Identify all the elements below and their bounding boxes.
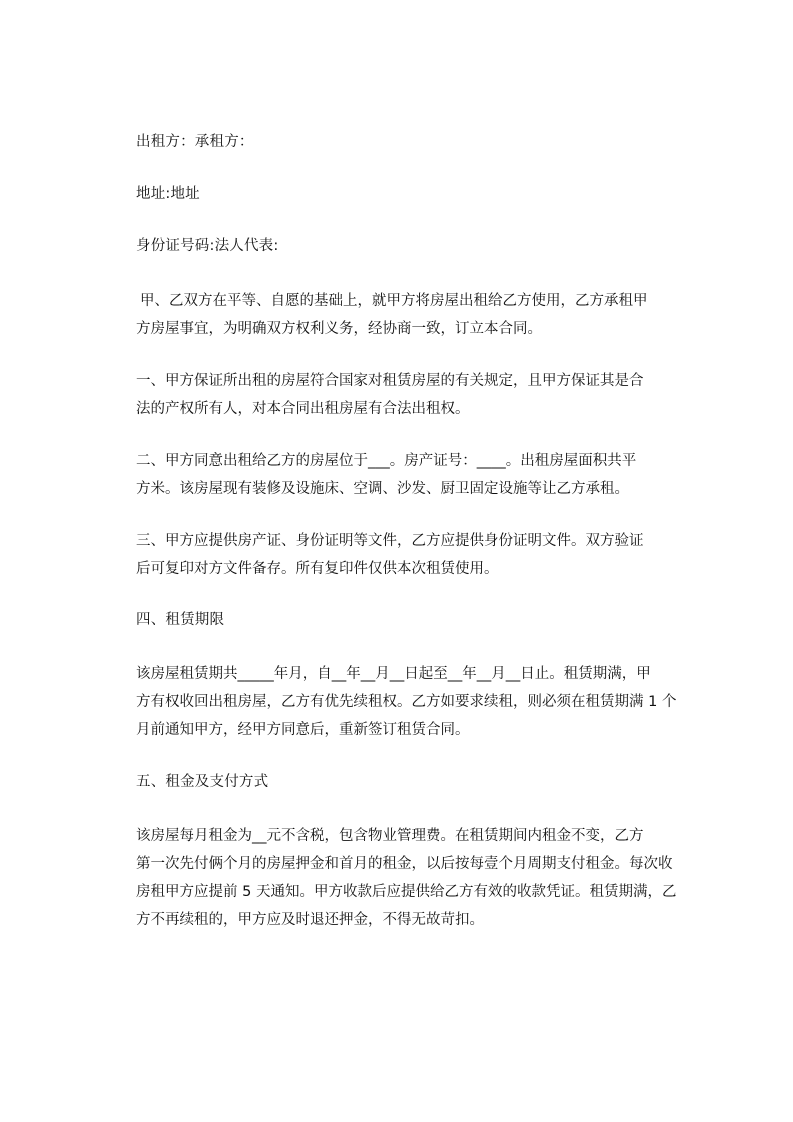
clause-four-line-3: 月前通知甲方，经甲方同意后，重新签订租赁合同。 bbox=[136, 722, 470, 738]
clause-three-paragraph bbox=[136, 527, 710, 583]
clause-five-line-1: 该房屋每月租金为__元不含税，包含物业管理费。在租赁期间内租金不变，乙方 bbox=[136, 828, 644, 844]
intro-line-1: 甲、乙双方在平等、自愿的基础上，就甲方将房屋出租给乙方使用，乙方承租甲 bbox=[140, 293, 648, 309]
id-representative-line: 身份证号码:法人代表: bbox=[136, 238, 279, 254]
clause-one-paragraph bbox=[136, 367, 710, 423]
clause-two-paragraph bbox=[136, 447, 710, 503]
section-four-title: 四、租赁期限 bbox=[136, 612, 225, 628]
clause-five-line-2: 第一次先付俩个月的房屋押金和首月的租金，以后按每壹个月周期支付租金。每次收 bbox=[136, 856, 673, 872]
clause-four-paragraph bbox=[136, 660, 710, 744]
clause-five-line-4: 方不再续租的，甲方应及时退还押金，不得无故苛扣。 bbox=[136, 912, 484, 928]
clause-three-line-1: 三、甲方应提供房产证、身份证明等文件，乙方应提供身份证明文件。双方验证 bbox=[136, 533, 644, 549]
clause-four-line-2: 方有权收回出租房屋，乙方有优先续租权。乙方如要求续租，则必须在租赁期满 1 个 bbox=[136, 694, 677, 710]
section-five-title: 五、租金及支付方式 bbox=[136, 774, 269, 790]
parties-line: 出租方：承租方： bbox=[136, 134, 254, 150]
clause-one-line-1: 一、甲方保证所出租的房屋符合国家对租赁房屋的有关规定，且甲方保证其是合 bbox=[136, 373, 644, 389]
clause-three-line-2: 后可复印对方文件备存。所有复印件仅供本次租赁使用。 bbox=[136, 561, 499, 577]
intro-paragraph bbox=[136, 287, 710, 343]
address-line: 地址:地址 bbox=[136, 186, 200, 202]
clause-two-line-1: 二、甲方同意出租给乙方的房屋位于___。房产证号：____。出租房屋面积共平 bbox=[136, 453, 637, 469]
clause-one-line-2: 法的产权所有人，对本合同出租房屋有合法出租权。 bbox=[136, 401, 470, 417]
clause-four-line-1: 该房屋租赁期共_____年月，自__年__月__日起至__年__月__日止。租赁期满，甲 bbox=[136, 666, 651, 682]
clause-two-line-2: 方米。该房屋现有装修及设施床、空调、沙发、厨卫固定设施等让乙方承租。 bbox=[136, 481, 629, 497]
clause-five-paragraph bbox=[136, 822, 710, 934]
clause-five-line-3: 房租甲方应提前 5 天通知。甲方收款后应提供给乙方有效的收款凭证。租赁期满，乙 bbox=[136, 884, 677, 900]
intro-line-2: 方房屋事宜，为明确双方权利义务，经协商一致，订立本合同。 bbox=[136, 321, 542, 337]
